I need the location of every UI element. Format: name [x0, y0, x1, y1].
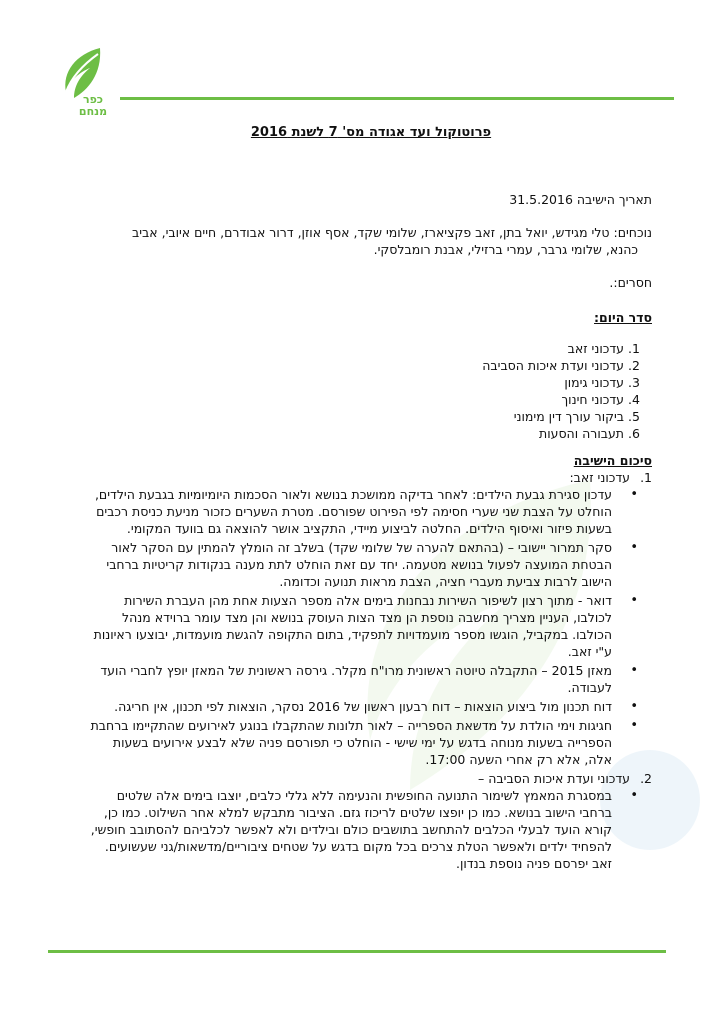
logo-text-line1: כפר: [82, 93, 104, 106]
bullet-item: • עדכון סגירת גבעת הילדים: לאחר בדיקה ממושכת בנושא ולאור הסכמות היומיומיות בגבעת הילדים, הוחלט על הצבת שני שערי חסימה לפי הפירוט שפורסם. מטרת השערים כזכור מניעת כניסת רכבים בשעות פיזור ואיסוף הילדים. החלטה לביצוע מיידי, התקציב אושר להוצאה גם בוועד המקומי.: [90, 486, 612, 537]
document-title: פרוטוקול ועד אגודה מס' 7 לשנת 2016: [250, 125, 492, 140]
absent-line: חסרים:.: [609, 275, 652, 290]
agenda-item: 1. עדכוני זאב: [90, 340, 624, 357]
bullet-item: • דוח תכנון מול ביצוע הוצאות – דוח רבעון ראשון של 2016 נסקר, הוצאות לפי תכנון, אין חריגה.: [90, 698, 612, 715]
section-number: 2.: [640, 771, 652, 786]
attendees-line-1: נוכחים: טלי מגידש, יואל בתן, זאב פקציארז, שלומי שקד, אסף אוזן, דרור אבודרם, חיים איובי, אביב: [132, 225, 652, 240]
agenda-item: 5. ביקור עורך דין מימוני: [90, 408, 624, 425]
agenda-item: 6. תעבורה והסעות: [90, 425, 624, 442]
bullet-item: • דואר - מתוך רצון לשיפור השירות נבחנות בימים אלה מספר הצעות אחת מהן העברת השירות לכולבו, העניין מצריך מחשבה נוספת הן מצד הצות העוסק בנושא והן מצד עומר ברוידא מנהל הכולבו. במקביל, הוגשו מספר מועמדויות לתפקיד, בתום התקופה להגשת מועמדות, יבוצעו ראיונות ע"י זאב.: [90, 592, 612, 660]
header-divider: [120, 97, 674, 100]
summary-title: סיכום הישיבה: [573, 453, 652, 468]
logo-text: [68, 94, 118, 118]
bullet-item: • סקר תמרור יישובי – (בהתאם להערה של שלומי שקד) בשלב זה הומלץ להמתין עם הסקר לאור הבטחת המועצה לפעול בנושא מטעמה. יחד עם זאת הוחלט לתת מענה בנקודות קריטיות ברחבי הישוב לרבות צביעת מעברי חציה, הצבת מראות תנועה וכדומה.: [90, 539, 612, 590]
attendees-line-2: כהנא, שלומי גרבר, עמרי ברזילי, אבנת רומבלסקי.: [373, 242, 638, 257]
agenda-item: 2. עדכוני ועדת איכות הסביבה: [90, 357, 624, 374]
agenda-item: 3. עדכוני גימון: [90, 374, 624, 391]
agenda-title: סדר היום:: [594, 310, 652, 325]
logo-text-line2: מנחם: [78, 105, 108, 118]
bullet-item: • מאזן 2015 – התקבלה טיוטה ראשונית מרו"ח מקלר. גירסה ראשונית של המאזן יופץ לחברי הועד לעבודה.: [90, 662, 612, 696]
footer-divider: [48, 950, 666, 953]
agenda-item: 4. עדכוני חינוך: [90, 391, 624, 408]
section-title: עדכוני זאב:: [569, 470, 630, 485]
bullet-item: • חגיגות וימי הולדת על מדשאת הספרייה – לאור תלונות שהתקבלו בנוגע לאירועים שהתקיימו ברחבת הספרייה בשעות מנוחה בדגש על ימי שישי - הוחלט כי תפורסם פניה שלא לבצע אירועים בשעות אלה, אלא רק אחרי השעה 17:00.: [90, 717, 612, 768]
section-1-bullets: [90, 486, 652, 768]
section-2-bullets: [90, 787, 652, 872]
section-heading-2: [90, 770, 652, 787]
section-number: 1.: [640, 470, 652, 485]
protocol-document: [90, 118, 652, 874]
agenda-list: [90, 340, 652, 442]
section-title: עדכוני ועדת איכות הסביבה –: [478, 771, 630, 786]
bullet-item: • במסגרת המאמץ לשימור התנועה החופשית והנעימה ללא גללי כלבים, יוצבו בימים אלה שלטים ברחבי הישוב בנושא. כמו כן יופצו שלטים לריכוז גזם. הציבור מתבקש למלא אחר השילוט. כמו כן, קורא הועד לבעלי הכלבים להתחשב בתושבים כולם ובילדים ולא לאפשר לכלביהם להסתובב חופשי, להפחיד ילדים ולאפשר הטלת צרכים בכל מקום בדגש על שטחים ציבוריים/מדשאות/גני שעשועים. זאב יפרסם פניה נוספת בנדון.: [90, 787, 612, 872]
meeting-date: תאריך הישיבה 31.5.2016: [509, 192, 652, 207]
section-heading-1: [90, 469, 652, 486]
